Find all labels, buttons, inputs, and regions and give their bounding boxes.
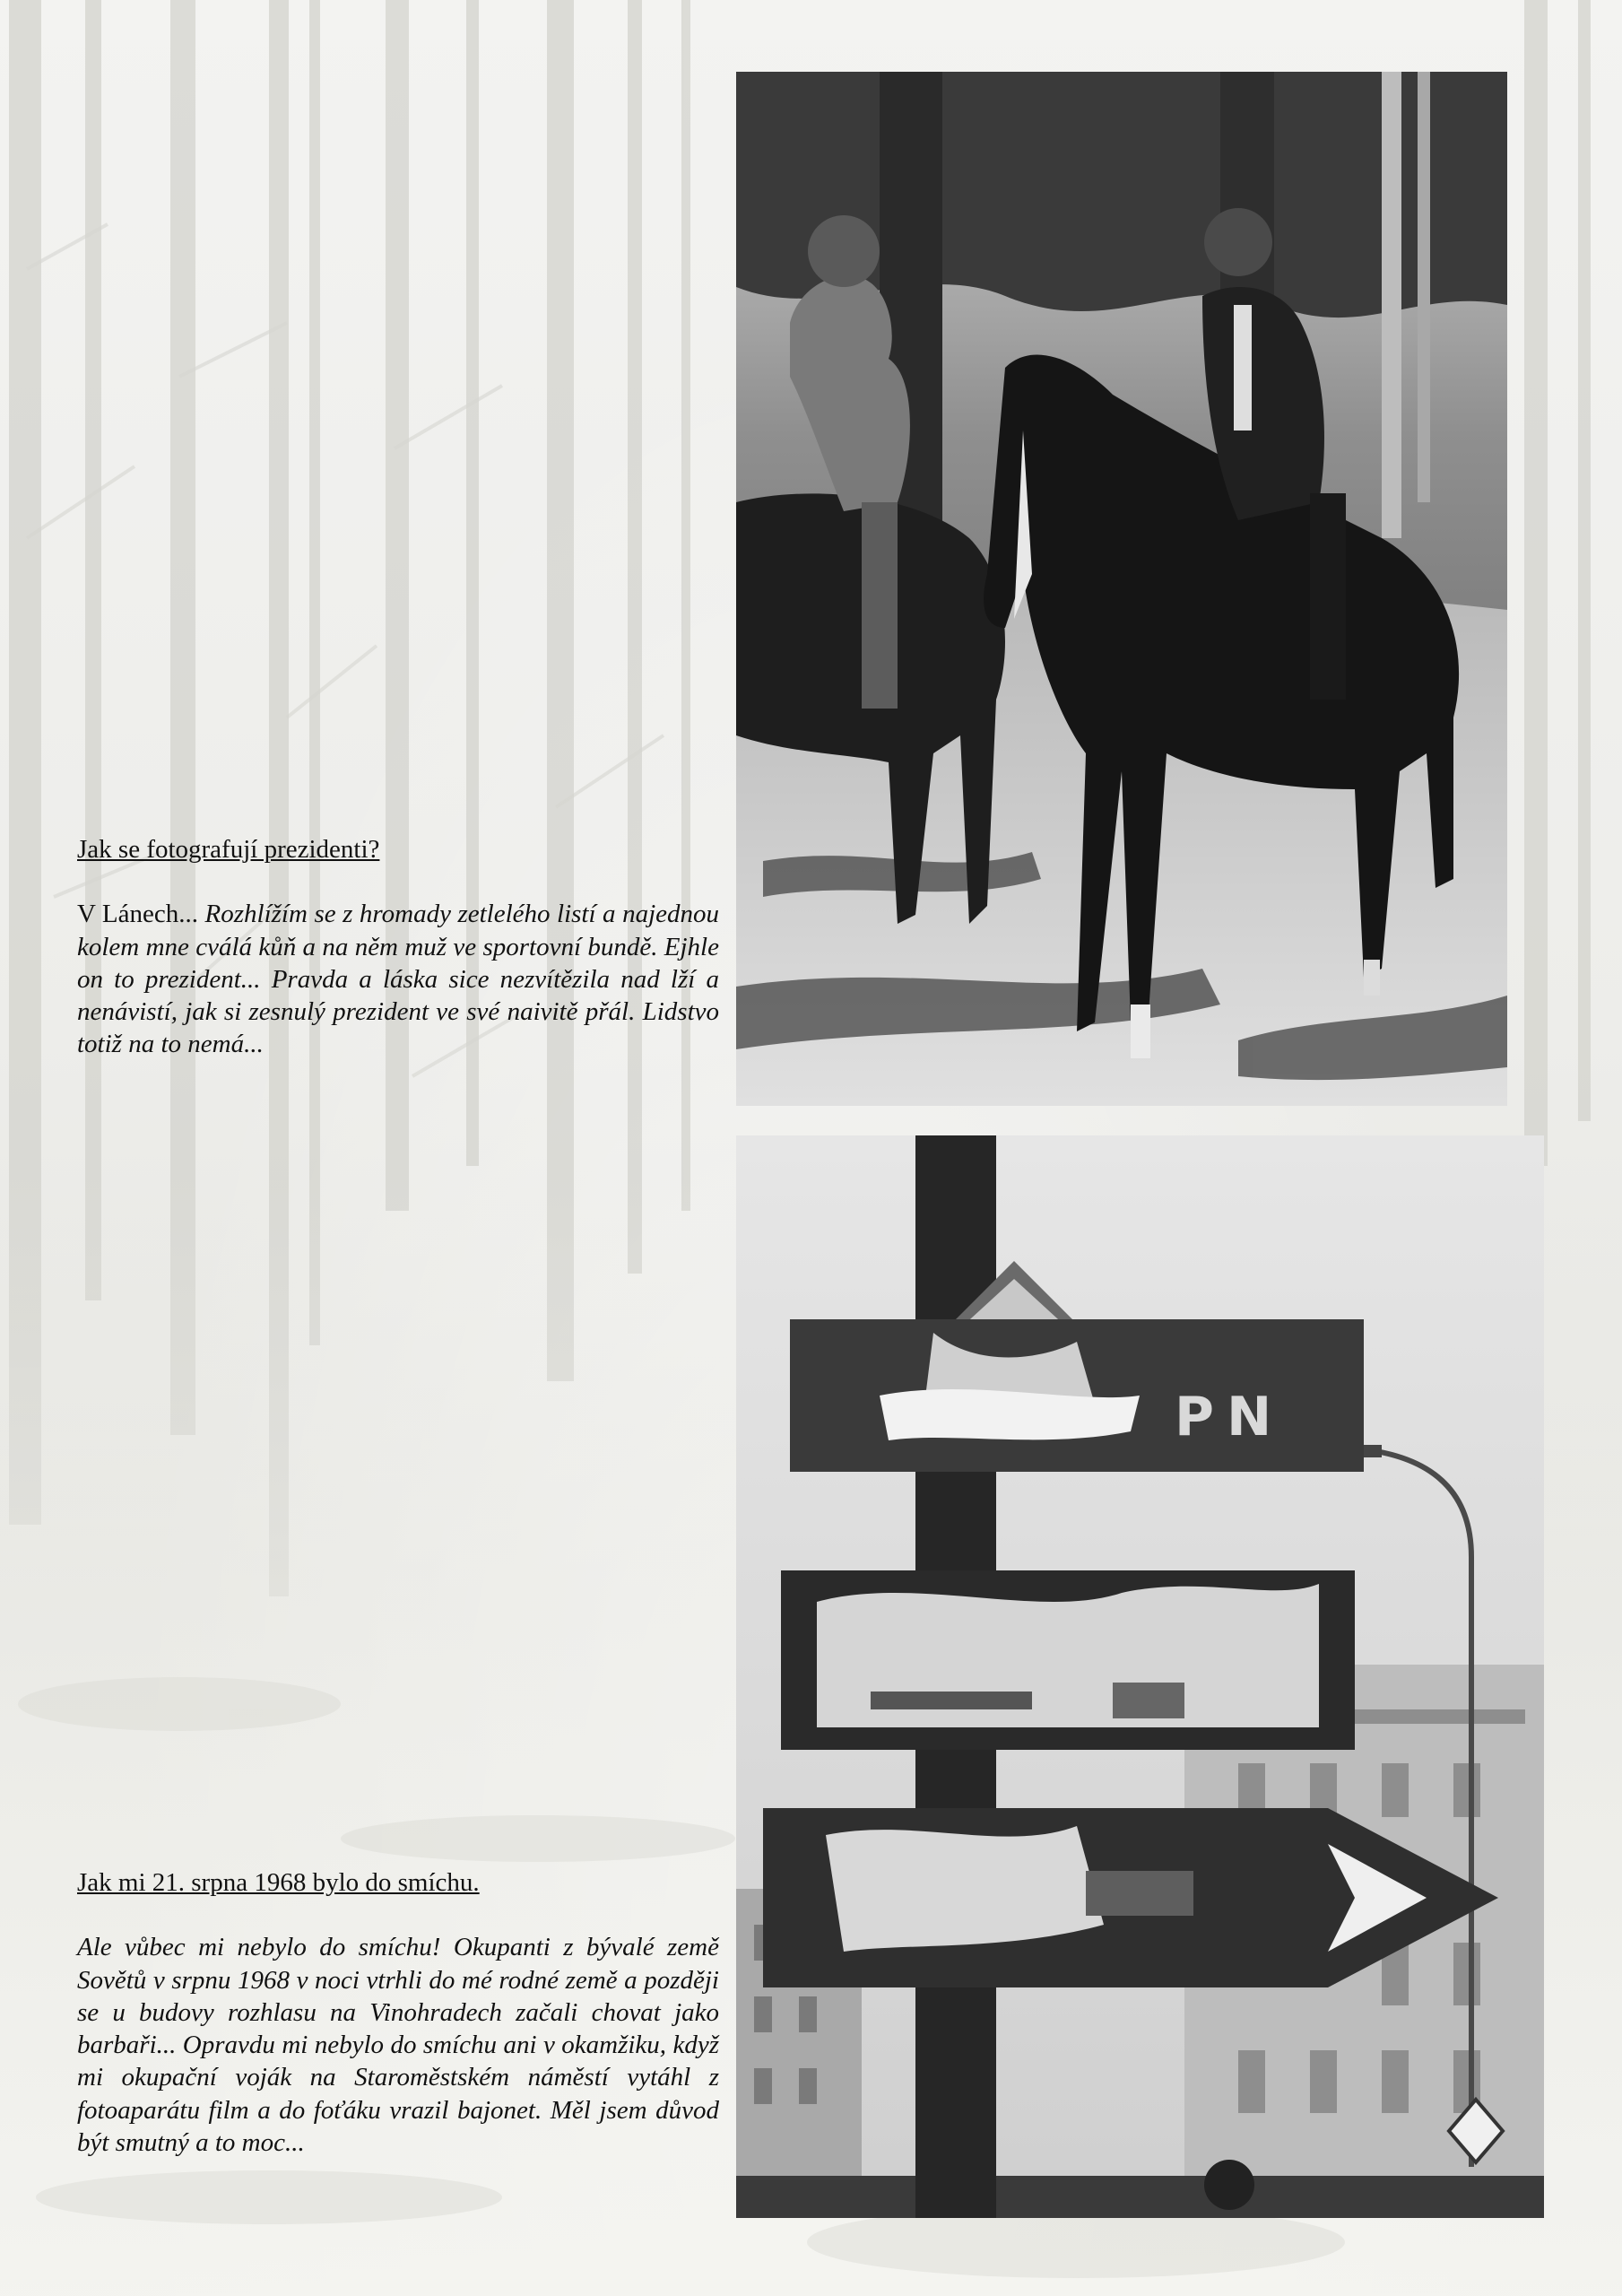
story-presidents-heading: Jak se fotografují prezidenti?	[77, 835, 380, 864]
story-presidents-body: Rozhlížím se z hromady zetlelého listí a najednou kolem mne cválá kůň a na něm muž ve sportovní bundě. Ejhle on to prezident... Pravda a láska sice nezvítězila nad lží a nenávistí, jak si zesnulý prezident ve své naivitě přál. Lidstvo totiž na to nemá...	[77, 900, 719, 1059]
story-august-1968-body: Ale vůbec mi nebylo do smíchu! Okupanti z bývalé země Sovětů v srpnu 1968 v noci vtrhli do mé rodné země a později se u budovy rozhlasu na Vinohradech začali chovat jako barbaři... Opravdu mi nebylo do smíchu ani v okamžiku, když mi okupační voják na Staroměstském náměstí vytáhl z fotoaparátu film a do foťáku vrazil bajonet. Měl jsem důvod být smutný a to moc...	[77, 1933, 719, 2158]
story-august-1968	[77, 1866, 719, 2159]
story-august-1968-heading: Jak mi 21. srpna 1968 bylo do smíchu.	[77, 1868, 480, 1897]
horse-riders-photo	[736, 72, 1507, 1106]
story-presidents	[77, 833, 719, 1061]
damaged-street-sign-photo	[736, 1135, 1544, 2218]
story-presidents-paragraph	[77, 898, 719, 1060]
sign-lettering: PN	[1175, 1386, 1285, 1448]
story-august-1968-paragraph	[77, 1931, 719, 2159]
story-presidents-lead: V Lánech...	[77, 900, 199, 929]
